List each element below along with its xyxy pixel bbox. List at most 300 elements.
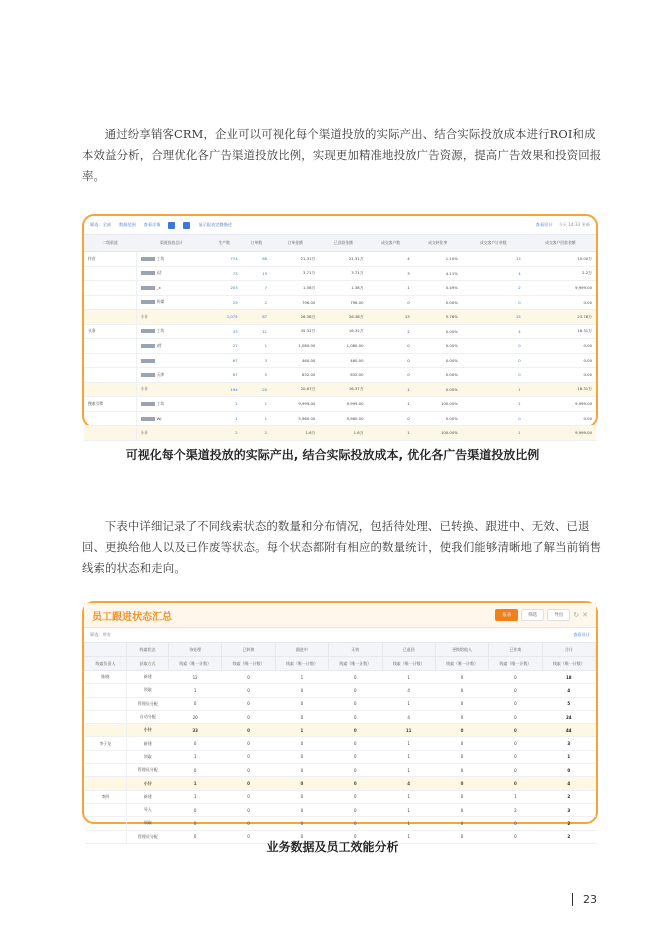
value-cell: 7 bbox=[242, 281, 271, 296]
value-cell: 0 bbox=[275, 777, 328, 790]
value-cell: 0 bbox=[489, 724, 542, 737]
value-cell: 0.00 bbox=[525, 295, 596, 310]
owner-cell bbox=[85, 764, 127, 777]
value-cell: 0 bbox=[489, 830, 542, 843]
value-cell: 460.00 bbox=[319, 353, 367, 368]
column-header[interactable]: 已回款金额 bbox=[319, 235, 367, 252]
owner-cell: 陈晓 bbox=[85, 671, 127, 684]
empty-header bbox=[85, 643, 127, 657]
owner-cell bbox=[85, 684, 127, 697]
value-cell: 73 bbox=[207, 266, 242, 281]
channel-group-cell bbox=[84, 266, 136, 281]
status-header[interactable]: 已作废 bbox=[489, 643, 542, 657]
value-cell: 67 bbox=[207, 353, 242, 368]
value-cell: 1,080.00 bbox=[271, 339, 319, 354]
report-toolbar bbox=[84, 216, 596, 235]
value-cell: 0 bbox=[329, 684, 382, 697]
value-cell: 0 bbox=[435, 697, 488, 710]
table-row bbox=[84, 411, 596, 426]
method-cell: 新建 bbox=[127, 671, 169, 684]
value-cell: 0.00% bbox=[414, 382, 462, 397]
value-cell: 0 bbox=[329, 790, 382, 803]
value-cell: 0 bbox=[329, 830, 382, 843]
filter-button[interactable]: 筛选 bbox=[521, 609, 544, 621]
value-cell: 0.00% bbox=[414, 295, 462, 310]
subtotal-row bbox=[85, 777, 596, 790]
tab-data-range[interactable]: 数据范围 bbox=[118, 222, 136, 227]
status-header[interactable]: 无效 bbox=[329, 643, 382, 657]
value-cell: 0 bbox=[435, 764, 488, 777]
value-cell: 1 bbox=[242, 339, 271, 354]
value-cell: 0.49% bbox=[414, 281, 462, 296]
value-cell: 632.00 bbox=[271, 368, 319, 383]
value-cell: 44 bbox=[542, 724, 595, 737]
status-header[interactable]: 跟进中 bbox=[275, 643, 328, 657]
value-cell: 0 bbox=[329, 777, 382, 790]
metric-header: 线索（唯一计数） bbox=[382, 657, 435, 671]
table-row bbox=[85, 803, 596, 816]
value-cell: 4 bbox=[382, 684, 435, 697]
owner-cell bbox=[85, 697, 127, 710]
value-cell: 0 bbox=[329, 697, 382, 710]
value-cell: 4 bbox=[368, 252, 414, 267]
value-cell: 33 bbox=[169, 724, 222, 737]
channel-group-cell bbox=[84, 382, 136, 397]
value-cell: 0 bbox=[222, 750, 275, 763]
channel-name-cell: 小计 bbox=[136, 382, 207, 397]
value-cell: 0 bbox=[169, 764, 222, 777]
value-cell: 0 bbox=[462, 295, 525, 310]
value-cell: 24 bbox=[542, 710, 595, 723]
table-row bbox=[84, 266, 596, 281]
table-row bbox=[85, 697, 596, 710]
value-cell: 0 bbox=[275, 684, 328, 697]
table-row bbox=[84, 295, 596, 310]
value-cell: 16.37万 bbox=[319, 382, 367, 397]
value-cell: 1.10% bbox=[414, 252, 462, 267]
value-cell: 1.38万 bbox=[319, 281, 367, 296]
value-cell: 3 bbox=[542, 803, 595, 816]
value-cell: 1 bbox=[462, 382, 525, 397]
value-cell: 9,999.00 bbox=[525, 426, 596, 441]
value-cell: 20.67万 bbox=[271, 382, 319, 397]
value-cell: 33 bbox=[207, 324, 242, 339]
value-cell: 0 bbox=[169, 803, 222, 816]
value-cell: 0 bbox=[542, 764, 595, 777]
value-cell: 0 bbox=[435, 671, 488, 684]
table-row bbox=[85, 750, 596, 763]
table-row bbox=[84, 252, 596, 267]
channel-group-cell bbox=[84, 426, 136, 441]
channel-name-cell: 天津 bbox=[136, 368, 207, 383]
updated-time: 今天 14:33 更新 bbox=[558, 222, 590, 227]
tab-view-detail[interactable]: 查看详情 bbox=[143, 222, 161, 227]
channel-name-cell: 小计 bbox=[136, 310, 207, 325]
table-row bbox=[84, 368, 596, 383]
redacted-block bbox=[141, 329, 155, 333]
subtotal-row bbox=[84, 426, 596, 441]
value-cell: 11 bbox=[382, 724, 435, 737]
metric-header: 线索（唯一计数） bbox=[489, 657, 542, 671]
value-cell: 4 bbox=[462, 266, 525, 281]
owner-cell bbox=[85, 710, 127, 723]
value-cell: 0 bbox=[489, 777, 542, 790]
value-cell: 26.38万 bbox=[271, 310, 319, 325]
status-header[interactable]: 待处理 bbox=[169, 643, 222, 657]
report-title-bar bbox=[84, 603, 596, 628]
value-cell: 0 bbox=[489, 737, 542, 750]
value-cell: 796.00 bbox=[319, 295, 367, 310]
intro-paragraph: 通过纷享销客CRM，企业可以可视化每个渠道投放的实际产出、结合实际投放成本进行ROI和成本效益分析，合理优化各广告渠道投放比例，实现更加精准地投放广告资源，提高广告效果和投资回报率。 bbox=[82, 127, 602, 183]
value-cell: 87 bbox=[242, 310, 271, 325]
value-cell: 2 bbox=[207, 426, 242, 441]
value-cell: 0 bbox=[368, 368, 414, 383]
subtotal-row bbox=[84, 382, 596, 397]
value-cell: 5,960.00 bbox=[271, 411, 319, 426]
value-cell: 0 bbox=[169, 817, 222, 830]
value-cell: 1 bbox=[462, 426, 525, 441]
redacted-block bbox=[141, 257, 155, 261]
value-cell: 15.00万 bbox=[525, 252, 596, 267]
value-cell: 2 bbox=[462, 281, 525, 296]
value-cell: 0 bbox=[435, 777, 488, 790]
channel-group-cell: 抖音 bbox=[84, 252, 136, 267]
value-cell: 1 bbox=[169, 750, 222, 763]
value-cell: 0.00% bbox=[414, 411, 462, 426]
table-row bbox=[84, 397, 596, 412]
value-cell: 1.6万 bbox=[319, 426, 367, 441]
value-cell: 1 bbox=[242, 397, 271, 412]
dimension-header[interactable]: 获取方式 bbox=[127, 657, 169, 671]
channel-group-cell bbox=[84, 411, 136, 426]
close-icon[interactable]: ✕ bbox=[582, 611, 588, 619]
value-cell: 1 bbox=[462, 397, 525, 412]
column-header[interactable]: 订单金额 bbox=[271, 235, 319, 252]
metric-header: 线索（唯一计数） bbox=[329, 657, 382, 671]
table-row bbox=[85, 817, 596, 830]
channel-name-cell: 小计 bbox=[136, 426, 207, 441]
value-cell: 0 bbox=[329, 737, 382, 750]
value-cell: 15 bbox=[462, 310, 525, 325]
value-cell: 9,999.00 bbox=[319, 397, 367, 412]
channel-group-cell bbox=[84, 353, 136, 368]
value-cell: 0 bbox=[275, 790, 328, 803]
value-cell: 11 bbox=[242, 324, 271, 339]
value-cell: 1 bbox=[382, 697, 435, 710]
value-cell: 0 bbox=[489, 671, 542, 684]
value-cell: 1.38万 bbox=[271, 281, 319, 296]
value-cell: 0.00 bbox=[525, 368, 596, 383]
value-cell: 0 bbox=[462, 411, 525, 426]
caption-followup: 业务数据及员工效能分析 bbox=[266, 840, 399, 854]
value-cell: 1 bbox=[368, 397, 414, 412]
table-icon[interactable] bbox=[183, 222, 190, 229]
value-cell: 27 bbox=[207, 339, 242, 354]
value-cell: 0 bbox=[275, 764, 328, 777]
value-cell: 2 bbox=[542, 817, 595, 830]
status-header[interactable]: 已退回 bbox=[382, 643, 435, 657]
value-cell: 2 bbox=[242, 295, 271, 310]
value-cell: 0 bbox=[368, 411, 414, 426]
value-cell: 0 bbox=[222, 697, 275, 710]
report-filter-bar bbox=[84, 628, 596, 642]
value-cell: 1 bbox=[382, 671, 435, 684]
value-cell: 1,080.00 bbox=[319, 339, 367, 354]
column-header[interactable]: 生产数 bbox=[207, 235, 242, 252]
table-row bbox=[85, 790, 596, 803]
method-cell: 导入 bbox=[127, 803, 169, 816]
channel-table bbox=[84, 235, 596, 441]
value-cell: 0 bbox=[275, 697, 328, 710]
value-cell: 0 bbox=[275, 817, 328, 830]
value-cell: 5,960.00 bbox=[319, 411, 367, 426]
value-cell: 0 bbox=[329, 817, 382, 830]
value-cell: 20 bbox=[169, 710, 222, 723]
value-cell: 9,999.00 bbox=[525, 281, 596, 296]
value-cell: 67 bbox=[207, 368, 242, 383]
value-cell: 0 bbox=[275, 830, 328, 843]
method-cell: 领取 bbox=[127, 750, 169, 763]
channel-name-cell: WJ bbox=[136, 411, 207, 426]
status-header[interactable]: 更换给他人 bbox=[435, 643, 488, 657]
value-cell: 0 bbox=[489, 697, 542, 710]
value-cell: 0 bbox=[275, 803, 328, 816]
value-cell: 1 bbox=[368, 426, 414, 441]
channel-name-cell: 工坊 bbox=[136, 324, 207, 339]
view-settings-link[interactable]: 查看设计 bbox=[573, 632, 590, 637]
value-cell: 0 bbox=[462, 339, 525, 354]
value-cell: 0.00 bbox=[525, 411, 596, 426]
value-cell: 0 bbox=[275, 750, 328, 763]
value-cell: 0 bbox=[222, 684, 275, 697]
report-button[interactable]: 报表 bbox=[495, 609, 518, 621]
value-cell: 0.00 bbox=[525, 339, 596, 354]
method-cell: 自动分配 bbox=[127, 710, 169, 723]
value-cell: 0.00% bbox=[414, 324, 462, 339]
column-header[interactable]: 二级渠道 bbox=[84, 235, 136, 252]
value-cell: 0 bbox=[222, 830, 275, 843]
value-cell: 16.31万 bbox=[525, 324, 596, 339]
redacted-block bbox=[141, 373, 155, 377]
value-cell: 1 bbox=[242, 411, 271, 426]
value-cell: 68 bbox=[242, 252, 271, 267]
value-cell: 1 bbox=[382, 830, 435, 843]
value-cell: 0 bbox=[329, 803, 382, 816]
value-cell: 0 bbox=[435, 724, 488, 737]
value-cell: 2 bbox=[542, 830, 595, 843]
column-header[interactable]: 成交转化率 bbox=[414, 235, 462, 252]
value-cell: 0 bbox=[489, 710, 542, 723]
value-cell: 3 bbox=[542, 737, 595, 750]
export-button[interactable]: 导出 bbox=[547, 609, 570, 621]
column-header[interactable]: 订单数 bbox=[242, 235, 271, 252]
subtotal-row bbox=[84, 310, 596, 325]
value-cell: 1.6万 bbox=[271, 426, 319, 441]
method-cell: 管理员分配 bbox=[127, 697, 169, 710]
value-cell: 1 bbox=[169, 777, 222, 790]
channel-name-cell: _x bbox=[136, 281, 207, 296]
table-row bbox=[84, 324, 596, 339]
value-cell: 1 bbox=[207, 397, 242, 412]
owner-cell bbox=[85, 777, 127, 790]
value-cell: 0 bbox=[329, 750, 382, 763]
value-cell: 2 bbox=[489, 803, 542, 816]
channel-name-cell: J营 bbox=[136, 339, 207, 354]
table-row bbox=[85, 671, 596, 684]
value-cell: 0 bbox=[222, 764, 275, 777]
filter-label[interactable]: 筛选：全部 bbox=[90, 222, 111, 227]
value-cell: 12 bbox=[169, 671, 222, 684]
value-cell: 774 bbox=[207, 252, 242, 267]
followup-report-screenshot bbox=[82, 601, 598, 840]
value-cell: 2.2万 bbox=[525, 266, 596, 281]
status-header[interactable]: 已转换 bbox=[222, 643, 275, 657]
value-cell: 0 bbox=[435, 817, 488, 830]
value-cell: 0 bbox=[489, 764, 542, 777]
value-cell: 0.00 bbox=[525, 353, 596, 368]
value-cell: 4 bbox=[382, 777, 435, 790]
method-cell: 新建 bbox=[127, 790, 169, 803]
value-cell: 13 bbox=[462, 252, 525, 267]
value-cell: 1 bbox=[275, 724, 328, 737]
value-cell: 203 bbox=[207, 281, 242, 296]
status-header[interactable]: 合计 bbox=[542, 643, 595, 657]
value-cell: 1 bbox=[368, 382, 414, 397]
channel-report-screenshot bbox=[82, 214, 598, 436]
status-header[interactable]: 线索状态 bbox=[127, 643, 169, 657]
value-cell: 1 bbox=[489, 790, 542, 803]
value-cell: 0 bbox=[222, 777, 275, 790]
value-cell: 35.32万 bbox=[271, 324, 319, 339]
value-cell: 1 bbox=[382, 817, 435, 830]
followup-table bbox=[84, 642, 596, 844]
value-cell: 0 bbox=[275, 737, 328, 750]
value-cell: 1 bbox=[382, 803, 435, 816]
value-cell: 4 bbox=[382, 710, 435, 723]
column-header[interactable]: 成交客户订单数 bbox=[462, 235, 525, 252]
value-cell: 25 bbox=[207, 295, 242, 310]
value-cell: 9,999.00 bbox=[271, 397, 319, 412]
value-cell: 5 bbox=[242, 368, 271, 383]
channel-group-cell bbox=[84, 339, 136, 354]
redacted-block bbox=[141, 402, 155, 406]
value-cell: 0 bbox=[435, 684, 488, 697]
value-cell: 1,075 bbox=[207, 310, 242, 325]
table-row bbox=[85, 710, 596, 723]
value-cell: 13 bbox=[368, 310, 414, 325]
value-cell: 0 bbox=[329, 764, 382, 777]
value-cell: 3 bbox=[242, 353, 271, 368]
refresh-icon[interactable]: ↻ bbox=[573, 611, 580, 619]
metric-header: 线索（唯一计数） bbox=[435, 657, 488, 671]
channel-name-cell: 工坊 bbox=[136, 397, 207, 412]
channel-name-cell: 传媒 bbox=[136, 295, 207, 310]
value-cell: 0 bbox=[368, 339, 414, 354]
value-cell: 0 bbox=[368, 295, 414, 310]
value-cell: 0 bbox=[435, 830, 488, 843]
metric-header: 线索（唯一计数） bbox=[222, 657, 275, 671]
value-cell: 0 bbox=[169, 697, 222, 710]
table-row bbox=[84, 353, 596, 368]
value-cell: 0 bbox=[169, 830, 222, 843]
value-cell: 1 bbox=[542, 750, 595, 763]
value-cell: 16.31万 bbox=[525, 382, 596, 397]
show-description-checkbox[interactable]: 显示报表完整描述 bbox=[198, 222, 232, 227]
channel-name-cell bbox=[136, 353, 207, 368]
value-cell: 4 bbox=[462, 324, 525, 339]
value-cell: 460.00 bbox=[271, 353, 319, 368]
owner-cell bbox=[85, 803, 127, 816]
value-cell: 100.00% bbox=[414, 426, 462, 441]
filter-label[interactable]: 筛选：所有 bbox=[90, 632, 111, 637]
value-cell: 3.71万 bbox=[271, 266, 319, 281]
table-row bbox=[84, 339, 596, 354]
value-cell: 21.31万 bbox=[319, 252, 367, 267]
value-cell: 194 bbox=[207, 382, 242, 397]
value-cell: 20 bbox=[242, 382, 271, 397]
subtotal-row bbox=[85, 724, 596, 737]
method-cell: 管理员分配 bbox=[127, 830, 169, 843]
table-row bbox=[85, 764, 596, 777]
value-cell: 0 bbox=[222, 790, 275, 803]
value-cell: 5 bbox=[542, 697, 595, 710]
caption-channel: 可视化每个渠道投放的实际产出, 结合实际投放成本, 优化各广告渠道投放比例 bbox=[125, 448, 540, 462]
value-cell: 0 bbox=[435, 790, 488, 803]
owner-cell: 李子龙 bbox=[85, 737, 127, 750]
value-cell: 0 bbox=[275, 710, 328, 723]
column-header[interactable]: 成交客户回款金额 bbox=[525, 235, 596, 252]
value-cell: 0 bbox=[329, 710, 382, 723]
table-row bbox=[84, 281, 596, 296]
metric-header: 线索（唯一计数） bbox=[275, 657, 328, 671]
value-cell: 2 bbox=[368, 324, 414, 339]
value-cell: 1 bbox=[382, 750, 435, 763]
value-cell: 1 bbox=[382, 737, 435, 750]
table-row bbox=[85, 684, 596, 697]
channel-name-cell: 工坊 bbox=[136, 252, 207, 267]
value-cell: 0 bbox=[222, 710, 275, 723]
value-cell: 0 bbox=[489, 684, 542, 697]
owner-cell bbox=[85, 817, 127, 830]
value-cell: 23.78万 bbox=[525, 310, 596, 325]
redacted-block bbox=[141, 271, 155, 275]
redacted-block bbox=[141, 417, 155, 421]
page-number: 23 bbox=[572, 893, 597, 906]
value-cell: 0 bbox=[222, 817, 275, 830]
value-cell: 632.00 bbox=[319, 368, 367, 383]
value-cell: 1 bbox=[382, 764, 435, 777]
value-cell: 4 bbox=[542, 684, 595, 697]
view-settings-link[interactable]: 查看设计 bbox=[535, 222, 553, 227]
dimension-header[interactable]: 线索负责人 bbox=[85, 657, 127, 671]
value-cell: 0 bbox=[222, 737, 275, 750]
value-cell: 1 bbox=[382, 790, 435, 803]
column-header[interactable]: 渠道投放总计 bbox=[136, 235, 207, 252]
redacted-block bbox=[141, 300, 155, 304]
column-header[interactable]: 成交客户数 bbox=[368, 235, 414, 252]
chart-icon[interactable] bbox=[168, 222, 175, 229]
owner-cell bbox=[85, 724, 127, 737]
status-paragraph: 下表中详细记录了不同线索状态的数量和分布情况，包括待处理、已转换、跟进中、无效、已退回、更换给他人以及已作废等状态。每个状态都附有相应的数量统计，使我们能够清晰地了解当前销售线索的状态和走向。 bbox=[82, 519, 602, 575]
channel-group-cell bbox=[84, 368, 136, 383]
value-cell: 0 bbox=[462, 368, 525, 383]
value-cell: 1 bbox=[368, 281, 414, 296]
value-cell: 0.00% bbox=[414, 339, 462, 354]
value-cell: 5.76% bbox=[414, 310, 462, 325]
owner-cell bbox=[85, 750, 127, 763]
table-row bbox=[85, 737, 596, 750]
value-cell: 0.00% bbox=[414, 368, 462, 383]
